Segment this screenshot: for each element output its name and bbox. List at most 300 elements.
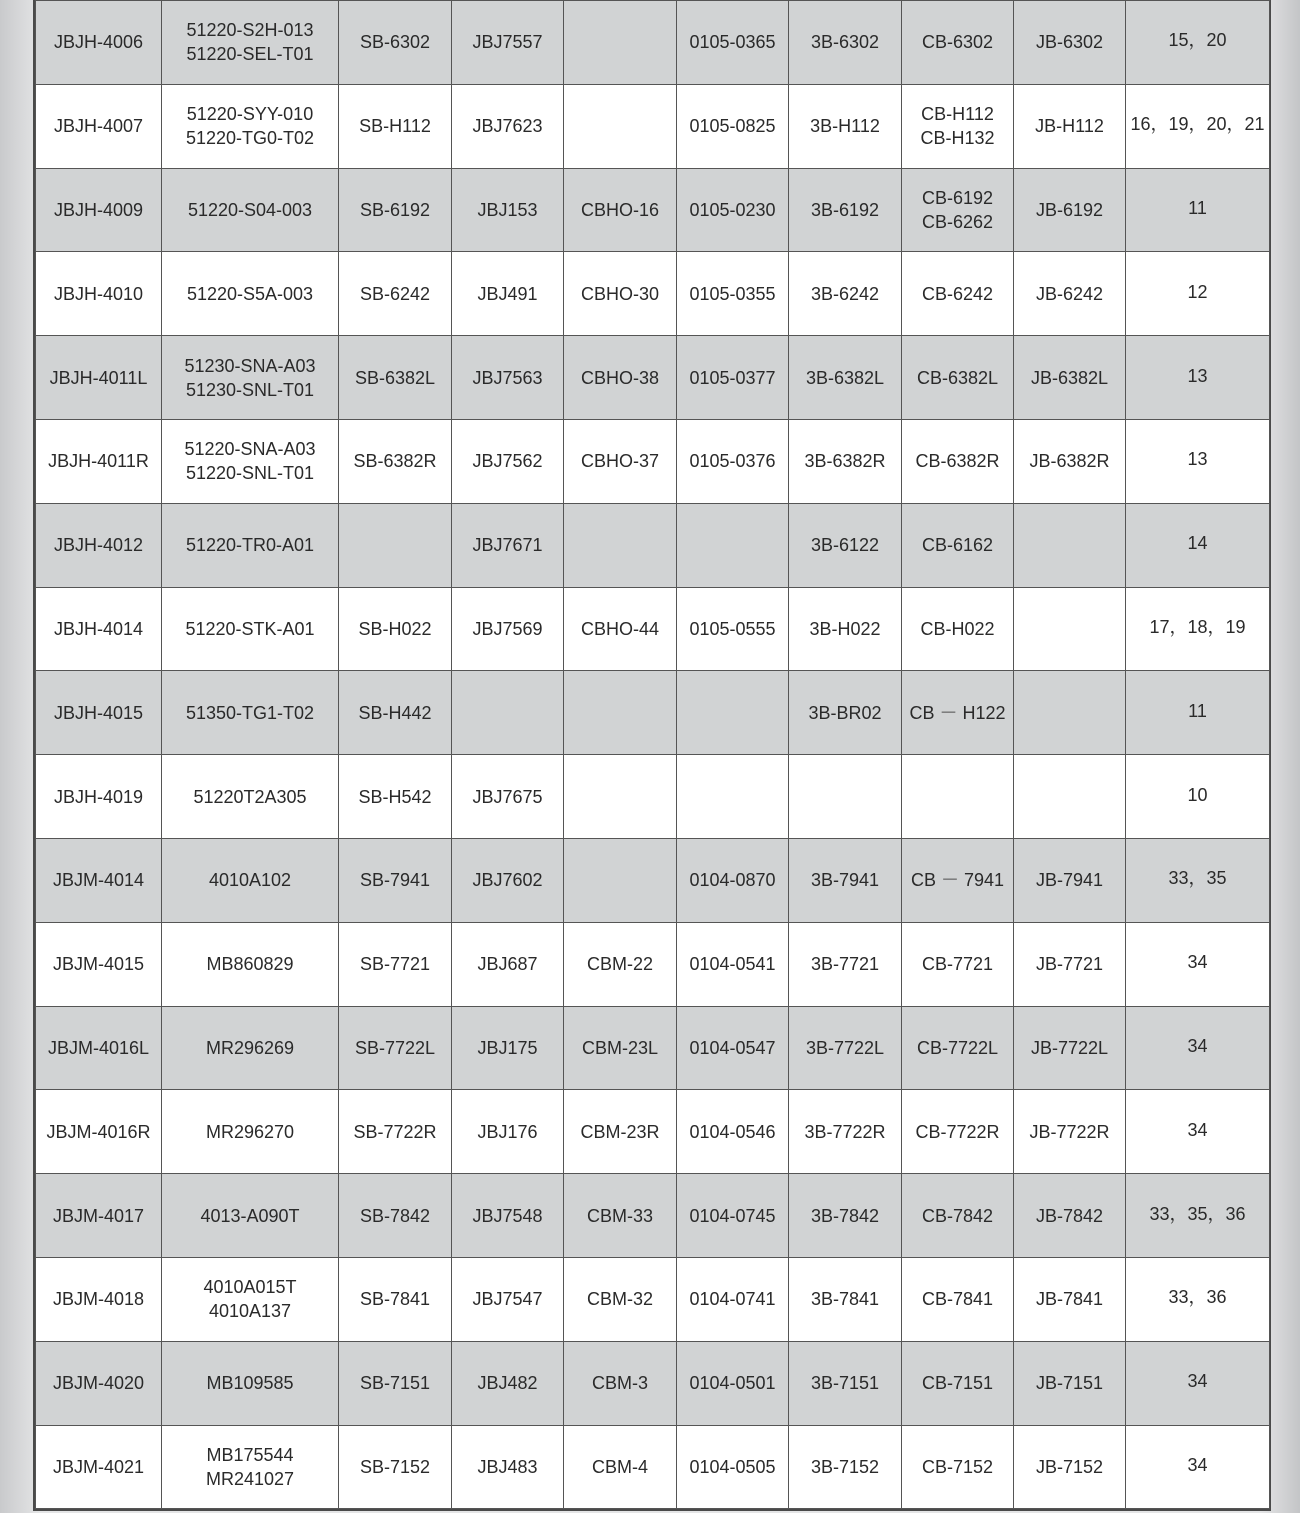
oem-number-line: 4010A137 [208, 1301, 292, 1322]
jb-number-text: JB-6242 [1035, 283, 1104, 304]
oem-number-cell [162, 755, 339, 839]
application-cell [1126, 1257, 1270, 1341]
3b-number-cell [789, 838, 902, 922]
application-text: 34 [1187, 1035, 1208, 1056]
cb-number-line: CB-7721 [921, 954, 994, 975]
sb-number-text: SB-7721 [359, 954, 431, 975]
part-number-cell [36, 1, 162, 85]
table-row [36, 503, 1270, 587]
jb-number-cell [1014, 1, 1126, 85]
3b-number-cell [789, 84, 902, 168]
table-row [36, 252, 1270, 336]
jbj-number-text: JBJ7671 [472, 535, 543, 556]
cb-number-line: CB-7151 [921, 1373, 994, 1394]
3b-number-cell [789, 1174, 902, 1258]
nk-number-cell [677, 838, 789, 922]
oem-number-line: MR241027 [205, 1468, 295, 1489]
nk-number-cell [677, 587, 789, 671]
cbho-number-text: CBHO-38 [580, 367, 660, 388]
table-row [36, 1, 1270, 85]
cbho-number-text: CBM-33 [586, 1205, 653, 1226]
application-text: 16，19，20，21 [1130, 114, 1265, 135]
table-row [36, 84, 1270, 168]
part-number-text: JBJH-4007 [53, 116, 144, 137]
oem-number-line: 4010A015T [203, 1277, 297, 1298]
oem-number-line: MB175544 [206, 1444, 294, 1465]
oem-number-line: 51220-TR0-A01 [185, 535, 315, 556]
application-cell [1126, 1341, 1270, 1425]
nk-number-text: 0105-0377 [689, 367, 776, 388]
sb-number-cell [339, 1, 452, 85]
oem-number-cell [162, 168, 339, 252]
part-number-cell [36, 922, 162, 1006]
application-text: 11 [1188, 197, 1207, 218]
jbj-number-text: JBJ7623 [472, 116, 543, 137]
3b-number-cell [789, 1090, 902, 1174]
jbj-number-text: JBJ687 [477, 954, 538, 975]
3b-number-cell [789, 1341, 902, 1425]
application-cell [1126, 419, 1270, 503]
cbho-number-text: CBHO-37 [580, 451, 660, 472]
jbj-number-cell [452, 838, 564, 922]
part-number-text: JBJH-4006 [53, 32, 144, 53]
3b-number-text: 3B-H022 [809, 618, 881, 639]
oem-number-cell [162, 1174, 339, 1258]
table-row [36, 922, 1270, 1006]
sb-number-text: SB-6382R [353, 451, 437, 472]
nk-number-cell [677, 1006, 789, 1090]
application-text: 34 [1187, 1371, 1208, 1392]
parts-cross-reference-table [35, 0, 1270, 1509]
application-cell [1126, 1, 1270, 85]
3b-number-text: 3B-6242 [810, 283, 880, 304]
part-number-text: JBJM-4018 [52, 1289, 145, 1310]
sb-number-text: SB-7941 [359, 870, 431, 891]
jb-number-cell [1014, 671, 1126, 755]
3b-number-text: 3B-H112 [810, 116, 880, 137]
cbho-number-cell [564, 671, 677, 755]
part-number-text: JBJM-4021 [52, 1456, 145, 1477]
part-number-text: JBJM-4014 [52, 870, 145, 891]
oem-number-line: 51220T2A305 [193, 786, 307, 807]
oem-number-line: 51220-TG0-T02 [185, 128, 315, 149]
oem-number-line: 51220-SEL-T01 [186, 44, 314, 65]
jbj-number-cell [452, 1090, 564, 1174]
part-number-cell [36, 1341, 162, 1425]
part-number-text: JBJH-4009 [53, 199, 144, 220]
cb-number-cell [902, 922, 1014, 1006]
part-number-cell [36, 336, 162, 420]
cb-number-line: CB-6162 [921, 535, 994, 556]
cb-number-cell [902, 1257, 1014, 1341]
jb-number-cell [1014, 419, 1126, 503]
sb-number-text: SB-H022 [358, 618, 432, 639]
sb-number-text: SB-7722L [354, 1037, 436, 1058]
jb-number-cell [1014, 168, 1126, 252]
application-cell [1126, 503, 1270, 587]
application-cell [1126, 671, 1270, 755]
nk-number-text: 0104-0745 [689, 1205, 776, 1226]
part-number-cell [36, 671, 162, 755]
3b-number-text: 3B-7841 [810, 1289, 880, 1310]
jb-number-cell [1014, 84, 1126, 168]
3b-number-cell [789, 587, 902, 671]
oem-number-cell [162, 1090, 339, 1174]
table-row [36, 587, 1270, 671]
cbho-number-cell [564, 1006, 677, 1090]
3b-number-text: 3B-6122 [810, 535, 880, 556]
jbj-number-cell [452, 252, 564, 336]
application-text: 12 [1187, 281, 1208, 302]
part-number-cell [36, 1006, 162, 1090]
cb-number-line: CB － H122 [909, 702, 1006, 723]
3b-number-text: 3B-7152 [810, 1456, 880, 1477]
application-text: 10 [1187, 784, 1208, 805]
sb-number-cell [339, 922, 452, 1006]
nk-number-text: 0104-0547 [689, 1037, 776, 1058]
cbho-number-cell [564, 168, 677, 252]
part-number-cell [36, 1174, 162, 1258]
cb-number-cell [902, 587, 1014, 671]
jb-number-cell [1014, 1006, 1126, 1090]
part-number-cell [36, 503, 162, 587]
part-number-text: JBJH-4019 [53, 786, 144, 807]
cbho-number-text: CBM-32 [586, 1289, 653, 1310]
cb-number-line: CB-6382R [915, 451, 1000, 472]
nk-number-cell [677, 252, 789, 336]
nk-number-text: 0105-0376 [689, 451, 776, 472]
jbj-number-text: JBJ7562 [472, 451, 543, 472]
sb-number-cell [339, 1006, 452, 1090]
part-number-text: JBJM-4017 [52, 1205, 145, 1226]
nk-number-cell [677, 168, 789, 252]
oem-number-cell [162, 922, 339, 1006]
nk-number-text: 0104-0541 [689, 954, 776, 975]
jbj-number-text: JBJ7602 [472, 870, 543, 891]
jbj-number-text: JBJ7569 [472, 618, 543, 639]
jbj-number-text: JBJ482 [477, 1373, 538, 1394]
jb-number-cell [1014, 1257, 1126, 1341]
oem-number-line: MR296270 [205, 1121, 295, 1142]
cb-number-line: CB-6262 [921, 211, 994, 232]
nk-number-cell [677, 922, 789, 1006]
jb-number-cell [1014, 1341, 1126, 1425]
cb-number-line: CB-H022 [920, 618, 995, 639]
cbho-number-text: CBM-22 [586, 954, 653, 975]
3b-number-text: 3B-6192 [810, 199, 880, 220]
cb-number-line: CB-6382L [916, 367, 999, 388]
part-number-cell [36, 419, 162, 503]
3b-number-cell [789, 252, 902, 336]
nk-number-cell [677, 671, 789, 755]
cb-number-cell [902, 168, 1014, 252]
oem-number-cell [162, 838, 339, 922]
cb-number-cell [902, 503, 1014, 587]
jbj-number-text: JBJ7557 [472, 32, 543, 53]
table-row [36, 838, 1270, 922]
oem-number-line: 51220-S2H-013 [186, 20, 314, 41]
sb-number-cell [339, 503, 452, 587]
sb-number-cell [339, 1341, 452, 1425]
sb-number-cell [339, 587, 452, 671]
nk-number-text: 0105-0555 [689, 618, 776, 639]
application-cell [1126, 252, 1270, 336]
3b-number-text: 3B-6382R [804, 451, 886, 472]
jbj-number-text: JBJ153 [477, 199, 538, 220]
sb-number-text: SB-6192 [359, 199, 431, 220]
sb-number-text: SB-6302 [359, 32, 431, 53]
nk-number-text: 0105-0230 [689, 199, 776, 220]
jb-number-cell [1014, 1425, 1126, 1509]
sb-number-cell [339, 252, 452, 336]
cbho-number-cell [564, 838, 677, 922]
jbj-number-cell [452, 1425, 564, 1509]
application-text: 33，36 [1168, 1287, 1227, 1308]
cbho-number-cell [564, 1090, 677, 1174]
application-cell [1126, 1174, 1270, 1258]
cb-number-line: CB-6242 [921, 283, 994, 304]
sb-number-cell [339, 671, 452, 755]
nk-number-cell [677, 755, 789, 839]
jbj-number-cell [452, 1257, 564, 1341]
sb-number-text: SB-7151 [359, 1373, 431, 1394]
application-cell [1126, 922, 1270, 1006]
3b-number-cell [789, 755, 902, 839]
application-cell [1126, 336, 1270, 420]
oem-number-cell [162, 671, 339, 755]
sb-number-text: SB-7722R [353, 1121, 437, 1142]
part-number-text: JBJH-4012 [53, 535, 144, 556]
jbj-number-cell [452, 168, 564, 252]
oem-number-cell [162, 252, 339, 336]
application-cell [1126, 84, 1270, 168]
cb-number-line: CB-7722R [915, 1121, 1000, 1142]
nk-number-cell [677, 1174, 789, 1258]
jbj-number-cell [452, 587, 564, 671]
nk-number-cell [677, 84, 789, 168]
sb-number-text: SB-7842 [359, 1205, 431, 1226]
part-number-cell [36, 252, 162, 336]
oem-number-line: MB109585 [206, 1373, 294, 1394]
cb-number-line: CB-7152 [921, 1456, 994, 1477]
cbho-number-cell [564, 252, 677, 336]
part-number-text: JBJM-4015 [52, 954, 145, 975]
table-row [36, 1257, 1270, 1341]
oem-number-line: 51230-SNA-A03 [184, 355, 316, 376]
cbho-number-cell [564, 84, 677, 168]
oem-number-cell [162, 1425, 339, 1509]
sb-number-text: SB-H112 [359, 116, 431, 137]
jbj-number-cell [452, 755, 564, 839]
table-body [36, 1, 1270, 1509]
application-cell [1126, 168, 1270, 252]
cbho-number-text: CBHO-16 [580, 199, 660, 220]
sb-number-cell [339, 1090, 452, 1174]
cbho-number-cell [564, 1341, 677, 1425]
oem-number-cell [162, 1, 339, 85]
jbj-number-cell [452, 1, 564, 85]
oem-number-line: 51230-SNL-T01 [185, 379, 315, 400]
table-row [36, 419, 1270, 503]
nk-number-text: 0104-0501 [689, 1373, 776, 1394]
cb-number-line: CB － 7941 [910, 870, 1005, 891]
part-number-cell [36, 1257, 162, 1341]
oem-number-cell [162, 503, 339, 587]
application-text: 33，35 [1168, 868, 1227, 889]
3b-number-cell [789, 503, 902, 587]
table-row [36, 671, 1270, 755]
sb-number-cell [339, 1257, 452, 1341]
sb-number-cell [339, 1425, 452, 1509]
part-number-cell [36, 587, 162, 671]
cb-number-cell [902, 1090, 1014, 1174]
application-cell [1126, 1006, 1270, 1090]
cbho-number-cell [564, 503, 677, 587]
jb-number-text: JB-7842 [1035, 1205, 1104, 1226]
3b-number-cell [789, 1425, 902, 1509]
cb-number-cell [902, 84, 1014, 168]
jbj-number-cell [452, 419, 564, 503]
application-text: 15，20 [1168, 30, 1227, 51]
nk-number-text: 0105-0365 [689, 32, 776, 53]
jb-number-text: JB-6382R [1029, 451, 1110, 472]
nk-number-text: 0105-0825 [689, 116, 776, 137]
oem-number-line: 4010A102 [208, 870, 292, 891]
cbho-number-cell [564, 336, 677, 420]
oem-number-line: MR296269 [205, 1037, 295, 1058]
table-row [36, 336, 1270, 420]
sb-number-cell [339, 336, 452, 420]
jb-number-cell [1014, 1174, 1126, 1258]
jbj-number-text: JBJ175 [477, 1037, 538, 1058]
cb-number-line: CB-H132 [920, 128, 995, 149]
3b-number-text: 3B-7722L [805, 1037, 885, 1058]
oem-number-line: 51220-SNL-T01 [185, 463, 315, 484]
jbj-number-text: JBJ176 [477, 1121, 538, 1142]
table-row [36, 1341, 1270, 1425]
cbho-number-text: CBM-23R [580, 1121, 660, 1142]
3b-number-cell [789, 671, 902, 755]
table-row [36, 168, 1270, 252]
nk-number-cell [677, 419, 789, 503]
oem-number-line: 51220-S04-003 [187, 199, 313, 220]
sb-number-text: SB-6242 [359, 283, 431, 304]
application-text: 34 [1187, 1454, 1208, 1475]
nk-number-text: 0104-0505 [689, 1456, 776, 1477]
jb-number-text: JB-7721 [1035, 954, 1104, 975]
part-number-cell [36, 755, 162, 839]
jb-number-cell [1014, 755, 1126, 839]
jbj-number-cell [452, 84, 564, 168]
nk-number-cell [677, 336, 789, 420]
jb-number-text: JB-7841 [1035, 1289, 1104, 1310]
jb-number-cell [1014, 1090, 1126, 1174]
cb-number-cell [902, 1006, 1014, 1090]
cbho-number-cell [564, 1425, 677, 1509]
cbho-number-text: CBM-23L [581, 1037, 659, 1058]
jb-number-cell [1014, 252, 1126, 336]
oem-number-cell [162, 336, 339, 420]
jb-number-text: JB-7151 [1035, 1373, 1104, 1394]
jb-number-cell [1014, 838, 1126, 922]
jbj-number-text: JBJ491 [477, 283, 538, 304]
jb-number-cell [1014, 503, 1126, 587]
part-number-text: JBJH-4011L [49, 367, 148, 388]
jb-number-text: JB-6302 [1035, 32, 1104, 53]
cbho-number-cell [564, 1174, 677, 1258]
sb-number-text: SB-H442 [358, 702, 432, 723]
jbj-number-text: JBJ7563 [472, 367, 543, 388]
sb-number-cell [339, 838, 452, 922]
part-number-text: JBJH-4011R [48, 451, 149, 472]
table-row [36, 755, 1270, 839]
cbho-number-cell [564, 587, 677, 671]
jbj-number-text: JBJ7675 [472, 786, 543, 807]
cb-number-line: CB-7842 [921, 1205, 994, 1226]
part-number-text: JBJM-4020 [52, 1373, 145, 1394]
cb-number-cell [902, 1, 1014, 85]
oem-number-cell [162, 1341, 339, 1425]
jb-number-text: JB-6382L [1030, 367, 1109, 388]
nk-number-text: 0105-0355 [689, 283, 776, 304]
nk-number-cell [677, 1341, 789, 1425]
3b-number-cell [789, 1, 902, 85]
cb-number-cell [902, 755, 1014, 839]
3b-number-text: 3B-6302 [810, 32, 880, 53]
part-number-text: JBJH-4010 [53, 283, 144, 304]
application-text: 13 [1187, 365, 1208, 386]
cb-number-cell [902, 1174, 1014, 1258]
oem-number-line: 51220-SYY-010 [186, 104, 314, 125]
part-number-text: JBJH-4015 [53, 702, 144, 723]
oem-number-cell [162, 587, 339, 671]
cbho-number-text: CBM-4 [591, 1456, 648, 1477]
nk-number-text: 0104-0741 [689, 1289, 776, 1310]
cbho-number-text: CBHO-30 [580, 283, 660, 304]
nk-number-text: 0104-0546 [689, 1121, 776, 1142]
part-number-cell [36, 1425, 162, 1509]
jbj-number-cell [452, 336, 564, 420]
jbj-number-text: JBJ7548 [472, 1205, 543, 1226]
application-cell [1126, 838, 1270, 922]
cb-number-cell [902, 838, 1014, 922]
cb-number-cell [902, 336, 1014, 420]
oem-number-line: 51220-S5A-003 [186, 283, 314, 304]
part-number-cell [36, 84, 162, 168]
3b-number-cell [789, 922, 902, 1006]
part-number-cell [36, 838, 162, 922]
cb-number-cell [902, 419, 1014, 503]
application-text: 33，35，36 [1149, 1203, 1246, 1224]
table-row [36, 1006, 1270, 1090]
3b-number-text: 3B-7151 [810, 1373, 880, 1394]
jbj-number-text: JBJ7547 [472, 1289, 543, 1310]
nk-number-cell [677, 1425, 789, 1509]
nk-number-cell [677, 503, 789, 587]
cb-number-cell [902, 671, 1014, 755]
part-number-text: JBJM-4016R [46, 1121, 151, 1142]
jb-number-text: JB-6192 [1035, 199, 1104, 220]
jb-number-cell [1014, 922, 1126, 1006]
jbj-number-cell [452, 922, 564, 1006]
3b-number-cell [789, 1257, 902, 1341]
sb-number-cell [339, 1174, 452, 1258]
cb-number-line: CB-6192 [921, 187, 994, 208]
3b-number-text: 3B-7722R [804, 1121, 886, 1142]
oem-number-line: 51220-SNA-A03 [184, 439, 316, 460]
table-row [36, 1174, 1270, 1258]
oem-number-cell [162, 84, 339, 168]
